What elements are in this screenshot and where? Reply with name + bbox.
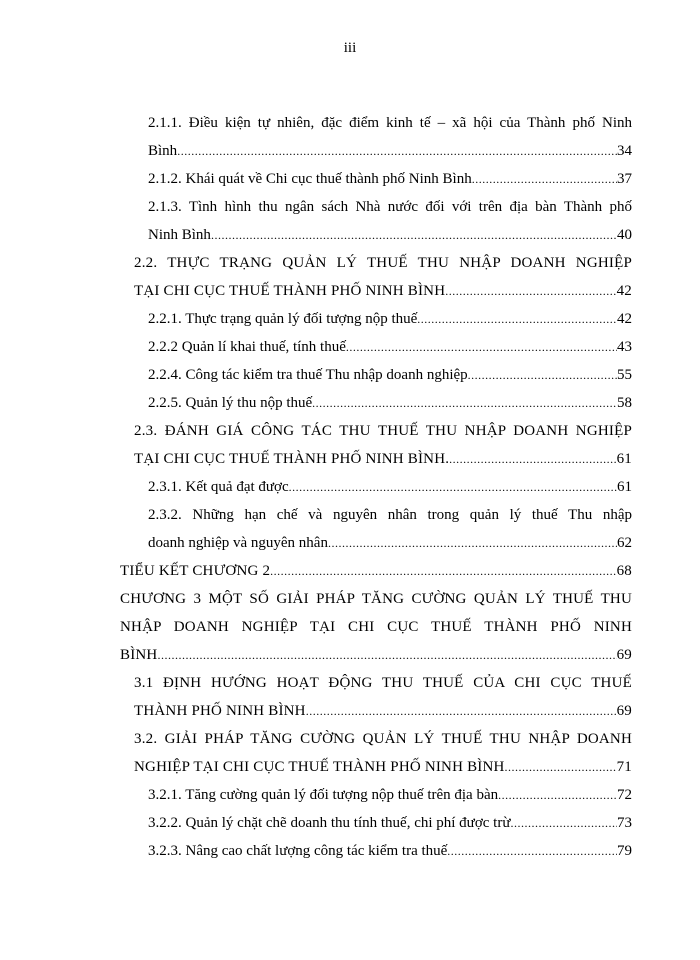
toc-entry-2-3-line1[interactable]: 2.3. ĐÁNH GIÁ CÔNG TÁC THU THUẾ THU NHẬP DOANH NGHIỆP xyxy=(134,423,632,439)
toc-entry-2-1-1-line1[interactable]: 2.1.1. Điều kiện tự nhiên, đặc điểm kinh tế – xã hội của Thành phố Ninh xyxy=(148,115,632,131)
toc-entry-text: 2.2.4. Công tác kiểm tra thuế Thu nhập doanh nghiệp xyxy=(148,367,468,383)
toc-entry-3-2-1[interactable] xyxy=(148,784,632,806)
page-number: iii xyxy=(343,40,357,56)
toc-entry-3-2-line1[interactable]: 3.2. GIẢI PHÁP TĂNG CƯỜNG QUẢN LÝ THUẾ THU NHẬP DOANH xyxy=(134,731,632,747)
toc-entry-3-2-3[interactable] xyxy=(148,840,632,862)
toc-page-number: 34 xyxy=(617,143,632,159)
toc-page-number: 72 xyxy=(617,787,632,803)
toc-entry-text: THÀNH PHỐ NINH BÌNH xyxy=(134,703,306,719)
dot-leader xyxy=(447,840,617,862)
toc-entry-text: 2.1.2. Khái quát về Chi cục thuế thành phố Ninh Bình xyxy=(148,171,472,187)
dot-leader xyxy=(468,364,617,386)
toc-entry-2-2-4[interactable] xyxy=(148,364,632,386)
toc-entry-text: TIỂU KẾT CHƯƠNG 2 xyxy=(120,563,271,579)
dot-leader xyxy=(157,644,616,666)
toc-entry-3-1-line1[interactable]: 3.1 ĐỊNH HƯỚNG HOẠT ĐỘNG THU THUẾ CỦA CHI CỤC THUẾ xyxy=(134,675,632,691)
toc-page-number: 40 xyxy=(617,227,632,243)
toc-entry-chapter-2-summary[interactable] xyxy=(120,560,632,582)
toc-page-number: 71 xyxy=(616,759,632,775)
toc-page-number: 58 xyxy=(617,395,632,411)
toc-entry-2-2-5[interactable] xyxy=(148,392,632,414)
toc-entry-text: 3.2.2. Quản lý chặt chẽ doanh thu tính thuế, chi phí được trừ xyxy=(148,815,511,831)
dot-leader xyxy=(211,224,617,246)
dot-leader xyxy=(505,756,617,778)
dot-leader xyxy=(445,280,616,302)
toc-entry-2-1-3[interactable] xyxy=(148,224,632,246)
dot-leader xyxy=(177,140,617,162)
toc-entry-text: TẠI CHI CỤC THUẾ THÀNH PHỐ NINH BÌNH xyxy=(134,283,446,299)
toc-entry-2-2-line1[interactable]: 2.2. THỰC TRẠNG QUẢN LÝ THUẾ THU NHẬP DOANH NGHIỆP xyxy=(134,255,632,271)
dot-leader xyxy=(417,308,617,330)
toc-page-number: 37 xyxy=(617,171,632,187)
toc-entry-text: 3.2.1. Tăng cường quản lý đối tượng nộp thuế trên địa bàn xyxy=(148,787,499,803)
toc-page-number: 69 xyxy=(616,703,632,719)
toc-entry-2-2[interactable] xyxy=(134,280,632,302)
dot-leader xyxy=(498,784,617,806)
toc-entry-text: BÌNH xyxy=(120,647,158,663)
toc-entry-2-2-1[interactable] xyxy=(148,308,632,330)
toc-entry-3-2-2[interactable] xyxy=(148,812,632,834)
toc-entry-2-3-1[interactable] xyxy=(148,476,632,498)
toc-entry-chapter-3[interactable] xyxy=(120,644,632,666)
toc-entry-chapter-3-line2[interactable]: NHẬP DOANH NGHIỆP TẠI CHI CỤC THUẾ THÀNH PHỐ NINH xyxy=(120,619,632,635)
toc-page-number: 68 xyxy=(616,563,632,579)
toc-entry-2-3-2-line1[interactable]: 2.3.2. Những hạn chế và nguyên nhân trong quản lý thuế Thu nhập xyxy=(148,507,632,523)
toc-entry-text: 3.2.3. Nâng cao chất lượng công tác kiểm tra thuế xyxy=(148,843,448,859)
dot-leader xyxy=(472,168,617,190)
toc-entry-text: 2.2.2 Quản lí khai thuế, tính thuế xyxy=(148,339,346,355)
toc-entry-2-3[interactable] xyxy=(134,448,632,470)
toc-entry-text: Ninh Bình xyxy=(148,227,211,243)
toc-page-number: 42 xyxy=(617,311,632,327)
toc-entry-2-1-2[interactable] xyxy=(148,168,632,190)
toc-entry-text: doanh nghiệp và nguyên nhân xyxy=(148,535,328,551)
toc-page-number: 79 xyxy=(617,843,632,859)
toc-entry-3-1[interactable] xyxy=(134,700,632,722)
toc-entry-text: TẠI CHI CỤC THUẾ THÀNH PHỐ NINH BÌNH. xyxy=(134,451,450,467)
dot-leader xyxy=(328,532,617,554)
toc-page-number: 43 xyxy=(617,339,632,355)
toc-entry-2-1-3-line1[interactable]: 2.1.3. Tình hình thu ngân sách Nhà nước đối với trên địa bàn Thành phố xyxy=(148,199,632,215)
toc-page-number: 73 xyxy=(617,815,632,831)
toc-entry-2-3-2[interactable] xyxy=(148,532,632,554)
toc-page-number: 42 xyxy=(616,283,632,299)
dot-leader xyxy=(306,700,617,722)
dot-leader xyxy=(449,448,616,470)
dot-leader xyxy=(312,392,617,414)
toc-entry-2-1-1[interactable] xyxy=(148,140,632,162)
toc-entry-text: 2.2.1. Thực trạng quản lý đối tượng nộp thuế xyxy=(148,311,418,327)
toc-page-number: 62 xyxy=(617,535,632,551)
toc-entry-text: Bình xyxy=(148,143,178,159)
dot-leader xyxy=(289,476,617,498)
toc-entry-2-2-2[interactable] xyxy=(148,336,632,358)
toc-entry-text: 2.2.5. Quản lý thu nộp thuế xyxy=(148,395,313,411)
toc-entry-chapter-3-line1[interactable]: CHƯƠNG 3 MỘT SỐ GIẢI PHÁP TĂNG CƯỜNG QUẢN LÝ THUẾ THU xyxy=(120,591,632,607)
toc-entry-text: 2.3.1. Kết quả đạt được xyxy=(148,479,289,495)
dot-leader xyxy=(346,336,617,358)
toc-entry-text: NGHIỆP TẠI CHI CỤC THUẾ THÀNH PHỐ NINH BÌNH xyxy=(134,759,505,775)
toc-page-number: 69 xyxy=(616,647,632,663)
toc-page-number: 61 xyxy=(617,479,632,495)
toc-entry-3-2[interactable] xyxy=(134,756,632,778)
dot-leader xyxy=(270,560,616,582)
toc-page-number: 61 xyxy=(616,451,632,467)
toc-page-number: 55 xyxy=(617,367,632,383)
dot-leader xyxy=(510,812,617,834)
